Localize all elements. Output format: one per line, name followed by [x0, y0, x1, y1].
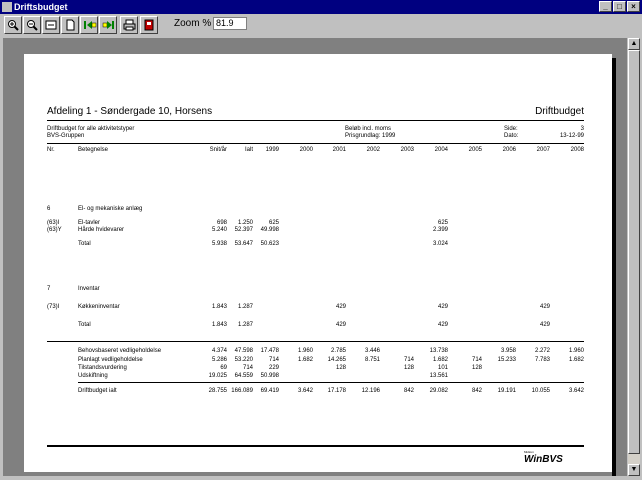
summary-value: 714 [471, 357, 482, 363]
logo-caption: Midtom [524, 450, 534, 454]
cell-value: 1.843 [211, 304, 227, 310]
summary-value: 12.196 [361, 388, 380, 394]
summary-value: 17.478 [260, 348, 279, 354]
page-label: Side: [504, 126, 518, 132]
cell-value: 50.623 [260, 241, 279, 247]
summary-value: 69.419 [260, 388, 279, 394]
report-page [24, 54, 612, 472]
company-name: BVS-Gruppen [47, 133, 85, 139]
window-title: Driftsbudget [14, 2, 68, 12]
row-label: Inventar [78, 286, 100, 292]
summary-value: 10.055 [531, 388, 550, 394]
column-header: Ialt [244, 147, 253, 153]
zoom-in-icon [7, 19, 19, 31]
title-bar [0, 0, 642, 14]
cell-value: 429 [437, 304, 448, 310]
summary-value: 7.783 [534, 357, 550, 363]
summary-value: 714 [403, 357, 414, 363]
zoom-out-icon [26, 19, 38, 31]
summary-value: 47.598 [234, 348, 253, 354]
summary-value: 2.785 [330, 348, 346, 354]
vertical-scrollbar[interactable] [628, 38, 640, 476]
row-number: 6 [47, 206, 51, 212]
toolbar [0, 14, 642, 36]
summary-value: 714 [242, 365, 253, 371]
cell-value: 1.250 [237, 220, 253, 226]
zoom-input[interactable]: 81.9 [213, 17, 247, 30]
divider [47, 120, 584, 121]
summary-value: 19.191 [497, 388, 516, 394]
row-label: Køkkeninventar [78, 304, 120, 310]
summary-value: 17.178 [327, 388, 346, 394]
maximize-button[interactable]: □ [613, 1, 626, 12]
column-header: 2001 [332, 147, 346, 153]
summary-label: Driftbudget ialt [78, 388, 117, 394]
cell-value: 5.938 [211, 241, 227, 247]
page-width-icon [45, 19, 57, 31]
column-header: 2004 [434, 147, 448, 153]
first-page-icon [83, 19, 97, 31]
summary-value: 19.025 [208, 373, 227, 379]
summary-value: 50.998 [260, 373, 279, 379]
summary-value: 229 [268, 365, 279, 371]
summary-value: 13.738 [429, 348, 448, 354]
minimize-button[interactable]: _ [599, 1, 612, 12]
scroll-thumb[interactable] [628, 50, 640, 454]
zoom-out-button[interactable] [23, 16, 41, 34]
cell-value: 429 [539, 304, 550, 310]
summary-value: 3.446 [364, 348, 380, 354]
exit-button[interactable] [140, 16, 158, 34]
page-number: 3 [580, 126, 584, 132]
zoom-in-button[interactable] [4, 16, 22, 34]
close-button[interactable]: × [627, 1, 640, 12]
cell-value: 52.397 [234, 227, 253, 233]
next-page-icon [102, 19, 116, 31]
summary-label: Tilstandsvurdering [78, 365, 127, 371]
summary-value: 1.960 [568, 348, 584, 354]
summary-value: 53.220 [234, 357, 253, 363]
row-number: (73)I [47, 304, 60, 310]
summary-value: 1.682 [432, 357, 448, 363]
printer-icon [123, 19, 136, 31]
row-number: (63)Y [47, 227, 62, 233]
summary-value: 3.642 [297, 388, 313, 394]
cell-value: 625 [268, 220, 279, 226]
cell-value: 429 [437, 322, 448, 328]
column-header: 2005 [468, 147, 482, 153]
app-icon [2, 2, 12, 12]
summary-value: 714 [268, 357, 279, 363]
department-title: Afdeling 1 - Søndergade 10, Horsens [47, 106, 213, 117]
winbvs-logo: WinBVS [524, 454, 563, 465]
column-header: 2002 [366, 147, 380, 153]
cell-value: 625 [437, 220, 448, 226]
column-header: Nr. [47, 147, 55, 153]
footer-divider [47, 445, 584, 447]
summary-value: 128 [471, 365, 482, 371]
column-header: 2003 [400, 147, 414, 153]
next-page-button[interactable] [99, 16, 117, 34]
summary-value: 842 [403, 388, 414, 394]
page-width-button[interactable] [42, 16, 60, 34]
summary-value: 3.642 [568, 388, 584, 394]
summary-value: 5.286 [211, 357, 227, 363]
row-label: Hårde hvidevarer [78, 227, 125, 233]
report-subtitle: Driftbudget for alle aktivitetstyper [47, 126, 135, 132]
row-label: Total [78, 241, 91, 247]
scroll-up-button[interactable]: ▲ [628, 38, 640, 50]
summary-value: 1.682 [568, 357, 584, 363]
summary-value: 29.082 [429, 388, 448, 394]
column-header: Betegnelse [78, 147, 109, 153]
cell-value: 1.843 [211, 322, 227, 328]
summary-value: 101 [437, 365, 448, 371]
page-shadow [612, 58, 616, 476]
summary-value: 128 [403, 365, 414, 371]
row-label: Total [78, 322, 91, 328]
summary-value: 3.958 [500, 348, 516, 354]
cell-value: 49.998 [260, 227, 279, 233]
summary-value: 842 [471, 388, 482, 394]
date-label: Dato: [504, 133, 519, 139]
summary-value: 69 [220, 365, 227, 371]
cell-value: 53.647 [234, 241, 253, 247]
summary-value: 28.755 [208, 388, 227, 394]
row-number: (63)I [47, 220, 60, 226]
summary-value: 64.559 [234, 373, 253, 379]
cell-value: 429 [539, 322, 550, 328]
exit-icon [143, 19, 155, 31]
summary-value: 15.233 [497, 357, 516, 363]
cell-value: 2.399 [432, 227, 448, 233]
summary-value: 13.561 [429, 373, 448, 379]
summary-value: 14.265 [327, 357, 346, 363]
divider [47, 143, 584, 144]
cell-value: 429 [335, 304, 346, 310]
amount-note: Beløb incl. moms [345, 126, 392, 132]
column-header: 2008 [570, 147, 584, 153]
column-header: 2007 [536, 147, 550, 153]
row-label: El-tavler [78, 220, 101, 226]
summary-label: Planlagt vedligeholdelse [78, 357, 143, 363]
report-title: Driftbudget [535, 106, 584, 117]
column-header: 2006 [502, 147, 516, 153]
summary-value: 166.089 [231, 388, 253, 394]
zoom-label: Zoom % [174, 18, 212, 29]
preview-area[interactable] [3, 38, 627, 476]
report-date: 13-12-99 [559, 133, 584, 139]
summary-value: 1.682 [297, 357, 313, 363]
cell-value: 1.287 [237, 322, 253, 328]
column-header: Snit/år [209, 147, 227, 153]
page-icon [64, 19, 76, 31]
cell-value: 429 [335, 322, 346, 328]
column-header: 2000 [299, 147, 313, 153]
column-header: 1999 [265, 147, 279, 153]
cell-value: 5.240 [211, 227, 227, 233]
summary-value: 128 [335, 365, 346, 371]
summary-value: 8.751 [364, 357, 380, 363]
summary-label: Udskiftning [78, 373, 108, 379]
cell-value: 3.024 [432, 241, 448, 247]
price-base: Prisgrundlag: 1999 [345, 133, 396, 139]
cell-value: 1.287 [237, 304, 253, 310]
summary-value: 1.960 [297, 348, 313, 354]
total-divider [78, 382, 584, 383]
cell-value: 698 [216, 220, 227, 226]
scroll-down-button[interactable]: ▼ [628, 464, 640, 476]
summary-divider [47, 341, 584, 342]
summary-label: Behovsbaseret vedligeholdelse [78, 348, 162, 354]
whole-page-button[interactable] [61, 16, 79, 34]
print-button[interactable] [120, 16, 138, 34]
summary-value: 4.374 [211, 348, 227, 354]
first-page-button[interactable] [80, 16, 98, 34]
row-label: El- og mekaniske anlæg [78, 206, 143, 212]
summary-value: 2.272 [534, 348, 550, 354]
row-number: 7 [47, 286, 51, 292]
